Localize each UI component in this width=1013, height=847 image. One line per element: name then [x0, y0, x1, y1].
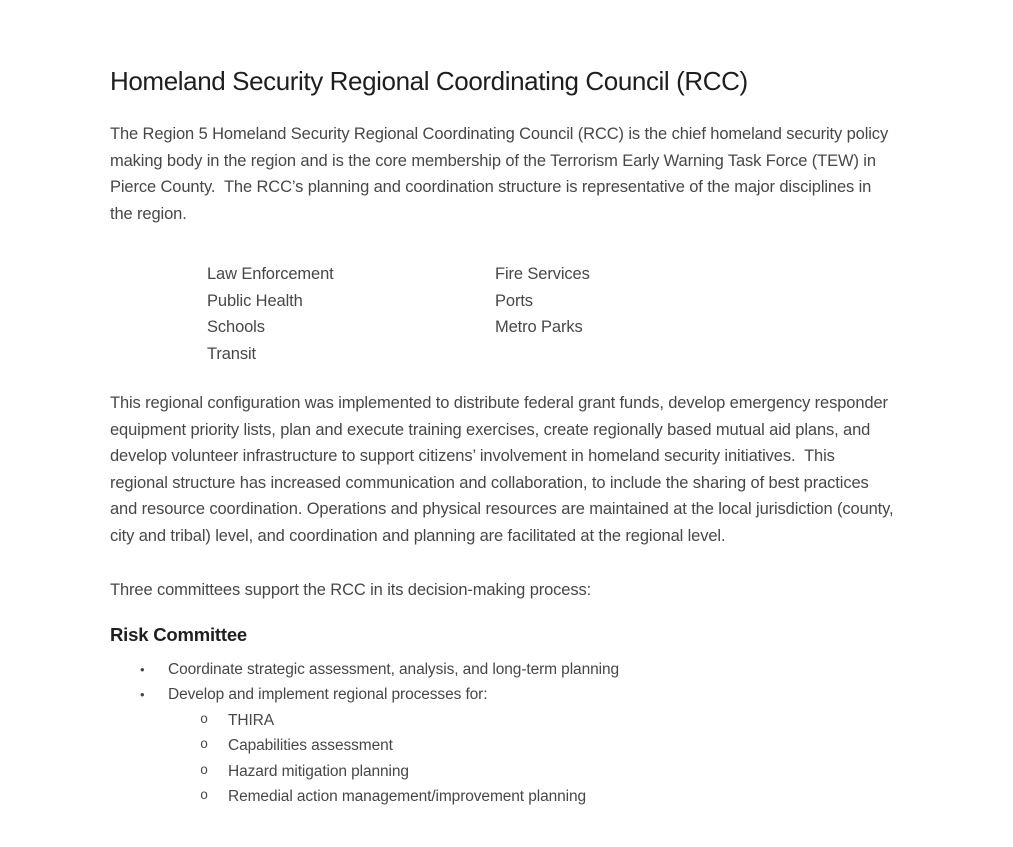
- bullet-marker-icon: •: [140, 661, 145, 677]
- sub-bullet-text: Capabilities assessment: [228, 737, 393, 754]
- bullet-item: [110, 682, 1013, 708]
- sub-bullet-text: THIRA: [228, 711, 275, 729]
- page-title: Homeland Security Regional Coordinating Council (RCC): [110, 66, 748, 96]
- disciplines-row: [207, 314, 1013, 341]
- intro-paragraph: The Region 5 Homeland Security Regional Coordinating Council (RCC) is the chief homeland security policy making body in the region and is the core membership of the Terrorism Early Warning Task Force (TEW) in Pierce County. The RCC’s planning and coordination structure is representative of the major disciplines in the region.: [110, 125, 893, 223]
- sub-bullet-item: [110, 784, 1013, 810]
- bullet-text: Coordinate strategic assessment, analysis, and long-term planning: [168, 660, 619, 678]
- sub-bullet-item: [110, 733, 1013, 759]
- disciplines-row: [207, 341, 1013, 368]
- risk-committee-heading: Risk Committee: [110, 623, 248, 645]
- configuration-paragraph: This regional configuration was implemented to distribute federal grant funds, develop emergency responder equipment priority lists, plan and execute training exercises, create regionally based mutual aid plans, and develop volunteer infrastructure to support citizens’ involvement in homeland security initiatives. This regional structure has increased communication and collaboration, to include the sharing of best practices and resource coordination. Operations and physical resources are maintained at the local jurisdiction (county, city and tribal) level, and coordination and planning are facilitated at the regional level.: [110, 394, 898, 545]
- committees-intro-paragraph: Three committees support the RCC in its decision-making process:: [110, 581, 592, 599]
- bullet-marker-icon: •: [140, 687, 145, 702]
- sub-bullet-text: Remedial action management/improvement planning: [228, 788, 587, 805]
- discipline-item: Public Health: [207, 291, 303, 310]
- disciplines-row: [207, 261, 1013, 288]
- sub-bullet-item: [110, 759, 1013, 785]
- risk-committee-bullet-list: [110, 657, 1013, 810]
- disciplines-list: [207, 261, 1013, 367]
- discipline-item: Metro Parks: [495, 318, 583, 336]
- discipline-item: Schools: [207, 318, 265, 336]
- bullet-item: [110, 657, 1013, 683]
- sub-bullet-item: [110, 708, 1013, 734]
- bullet-text: Develop and implement regional processes for:: [168, 686, 488, 703]
- discipline-item: Ports: [495, 291, 533, 310]
- discipline-item: Transit: [207, 344, 256, 363]
- discipline-item: Law Enforcement: [207, 265, 334, 283]
- sub-bullet-marker-icon: o: [200, 738, 209, 753]
- sub-bullet-marker-icon: o: [200, 712, 209, 728]
- sub-bullet-marker-icon: o: [200, 763, 209, 779]
- disciplines-row: [207, 288, 1013, 315]
- sub-bullet-text: Hazard mitigation planning: [228, 762, 409, 780]
- sub-bullet-marker-icon: o: [200, 789, 209, 804]
- discipline-item: Fire Services: [495, 265, 590, 283]
